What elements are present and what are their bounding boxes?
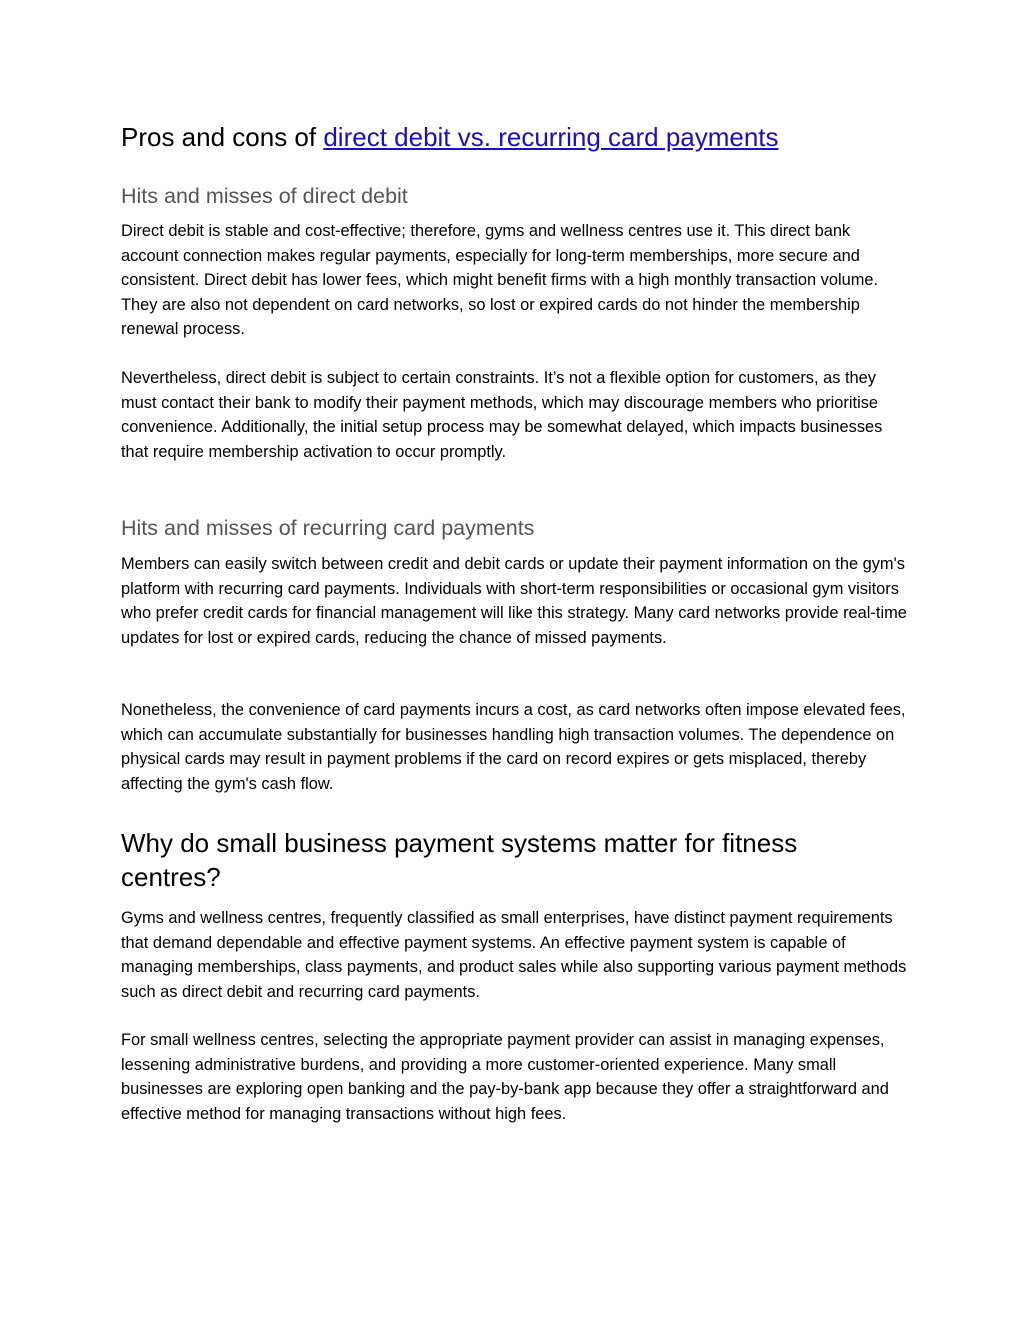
section-heading-payment-systems: Why do small business payment systems matter for fitness centres?	[121, 828, 798, 892]
paragraph: Nonetheless, the convenience of card payments incurs a cost, as card networks often impose elevated fees, which can accumulate substantially for businesses handling high transaction volumes. The dependence on physical cards may result in payment problems if the card on record expires or gets misplaced, thereby affecting the gym's cash flow.	[121, 701, 906, 793]
paragraph: Members can easily switch between credit and debit cards or update their payment information on the gym's platform with recurring card payments. Individuals with short-term responsibilities or occasional gym visitors who prefer credit cards for financial management will like this strategy. Many card networks provide real-time updates for lost or expired cards, reducing the chance of missed payments.	[121, 555, 907, 647]
paragraph: Direct debit is stable and cost-effective; therefore, gyms and wellness centres use it. This direct bank account connection makes regular payments, especially for long-term memberships, more secure and consistent. Direct debit has lower fees, which might benefit firms with a high monthly transaction volume. They are also not dependent on card networks, so lost or expired cards do not hinder the membership renewal process.	[121, 222, 879, 338]
paragraph: Nevertheless, direct debit is subject to certain constraints. It’s not a flexible option for customers, as they must contact their bank to modify their payment methods, which may discourage members who prioritise convenience. Additionally, the initial setup process may be somewhat delayed, which impacts businesses that require membership activation to occur promptly.	[121, 369, 883, 461]
title-link[interactable]: direct debit vs. recurring card payments	[323, 122, 779, 152]
paragraph: For small wellness centres, selecting the appropriate payment provider can assist in managing expenses, lessening administrative burdens, and providing a more customer-oriented experience. Many small businesses are exploring open banking and the pay-by-bank app because they offer a straightforward and effective method for managing transactions without high fees.	[121, 1031, 889, 1123]
section-heading-direct-debit: Hits and misses of direct debit	[121, 184, 408, 208]
section-heading-card-payments: Hits and misses of recurring card payments	[121, 516, 535, 540]
paragraph: Gyms and wellness centres, frequently classified as small enterprises, have distinct payment requirements that demand dependable and effective payment systems. An effective payment system is capable of managing memberships, class payments, and product sales while also supporting various payment methods such as direct debit and recurring card payments.	[121, 909, 907, 1001]
title-prefix: Pros and cons of	[121, 122, 324, 152]
page-title	[121, 120, 779, 154]
